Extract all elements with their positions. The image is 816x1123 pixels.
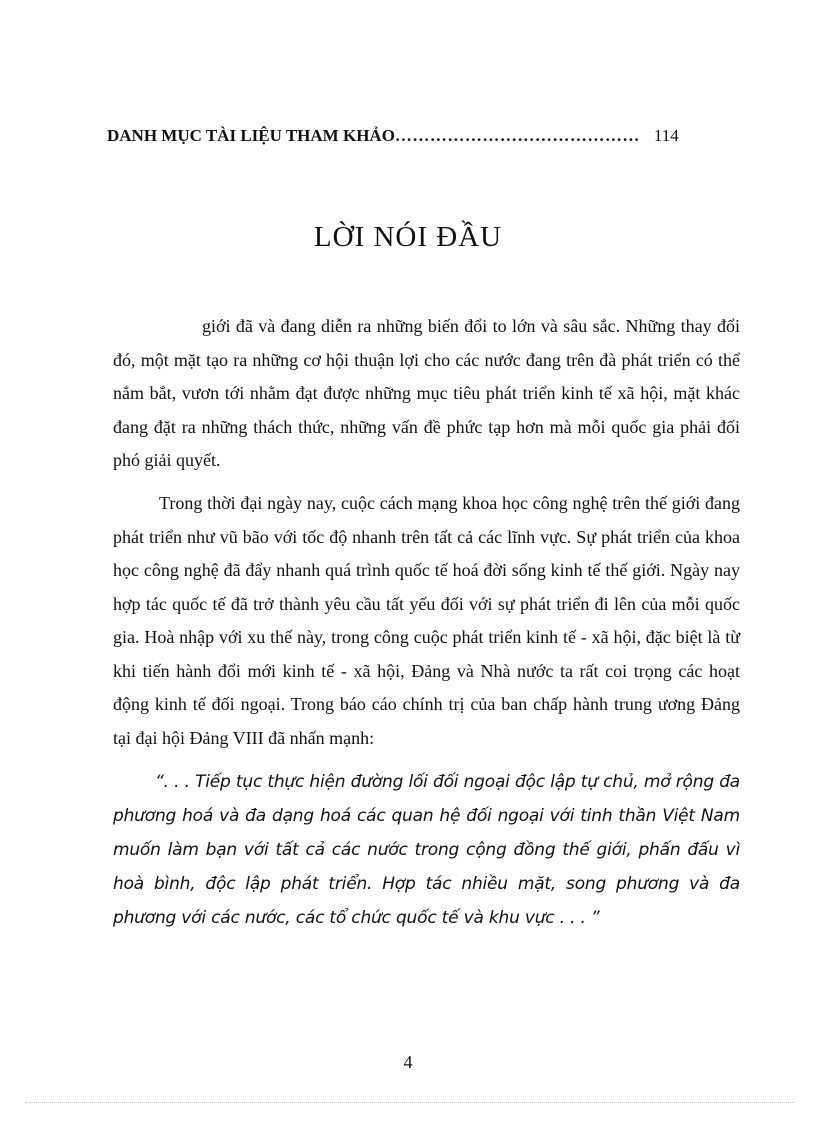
- body-paragraph-1: giới đã và đang diễn ra những biến đổi to lớn và sâu sắc. Những thay đổi đó, một mặt tạo ra những cơ hội thuận lợi cho các nước đang trên đà phát triển có thể nắm bắt, vươn tới nhằm đạt được những mục tiêu phát triển kinh tế xã hội, mặt khác đang đặt ra những thách thức, những vấn đề phức tạp hơn mà mỗi quốc gia phải đối phó giải quyết.: [113, 316, 740, 470]
- page-number: 4: [403, 1052, 413, 1072]
- quotation-paragraph: “. . . Tiếp tục thực hiện đường lối đối ngoại độc lập tự chủ, mở rộng đa phương hoá và đa dạng hoá các quan hệ đối ngoại với tinh thần Việt Nam muốn làm bạn với tất cả các nước trong cộng đồng thế giới, phấn đấu vì hoà bình, độc lập phát triển. Hợp tác nhiều mặt, song phương và đa phương với các nước, các tổ chức quốc tế và khu vực . . . ”: [113, 772, 740, 928]
- toc-entry-page: 114: [653, 126, 679, 145]
- page-bottom-divider: [25, 1102, 795, 1103]
- toc-entry: [107, 126, 737, 146]
- toc-leader-dots: ……………………………………: [394, 126, 640, 145]
- body-paragraph-2: Trong thời đại ngày nay, cuộc cách mạng khoa học công nghệ trên thế giới đang phát triển như vũ bão với tốc độ nhanh trên tất cả các lĩnh vực. Sự phát triển của khoa học công nghệ đã đẩy nhanh quá trình quốc tế hoá đời sống kinh tế thế giới. Ngày nay hợp tác quốc tế đã trở thành yêu cầu tất yếu đối với sự phát triển đi lên của mỗi quốc gia. Hoà nhập với xu thế này, trong công cuộc phát triển kinh tế - xã hội, đặc biệt là từ khi tiến hành đổi mới kinh tế - xã hội, Đảng và Nhà nước ta rất coi trọng các hoạt động kinh tế đối ngoại. Trong báo cáo chính trị của ban chấp hành trung ương Đảng tại đại hội Đảng VIII đã nhấn mạnh:: [113, 493, 740, 748]
- section-heading: LỜI NÓI ĐẦU: [313, 221, 503, 254]
- toc-entry-title: DANH MỤC TÀI LIỆU THAM KHẢO: [107, 126, 395, 145]
